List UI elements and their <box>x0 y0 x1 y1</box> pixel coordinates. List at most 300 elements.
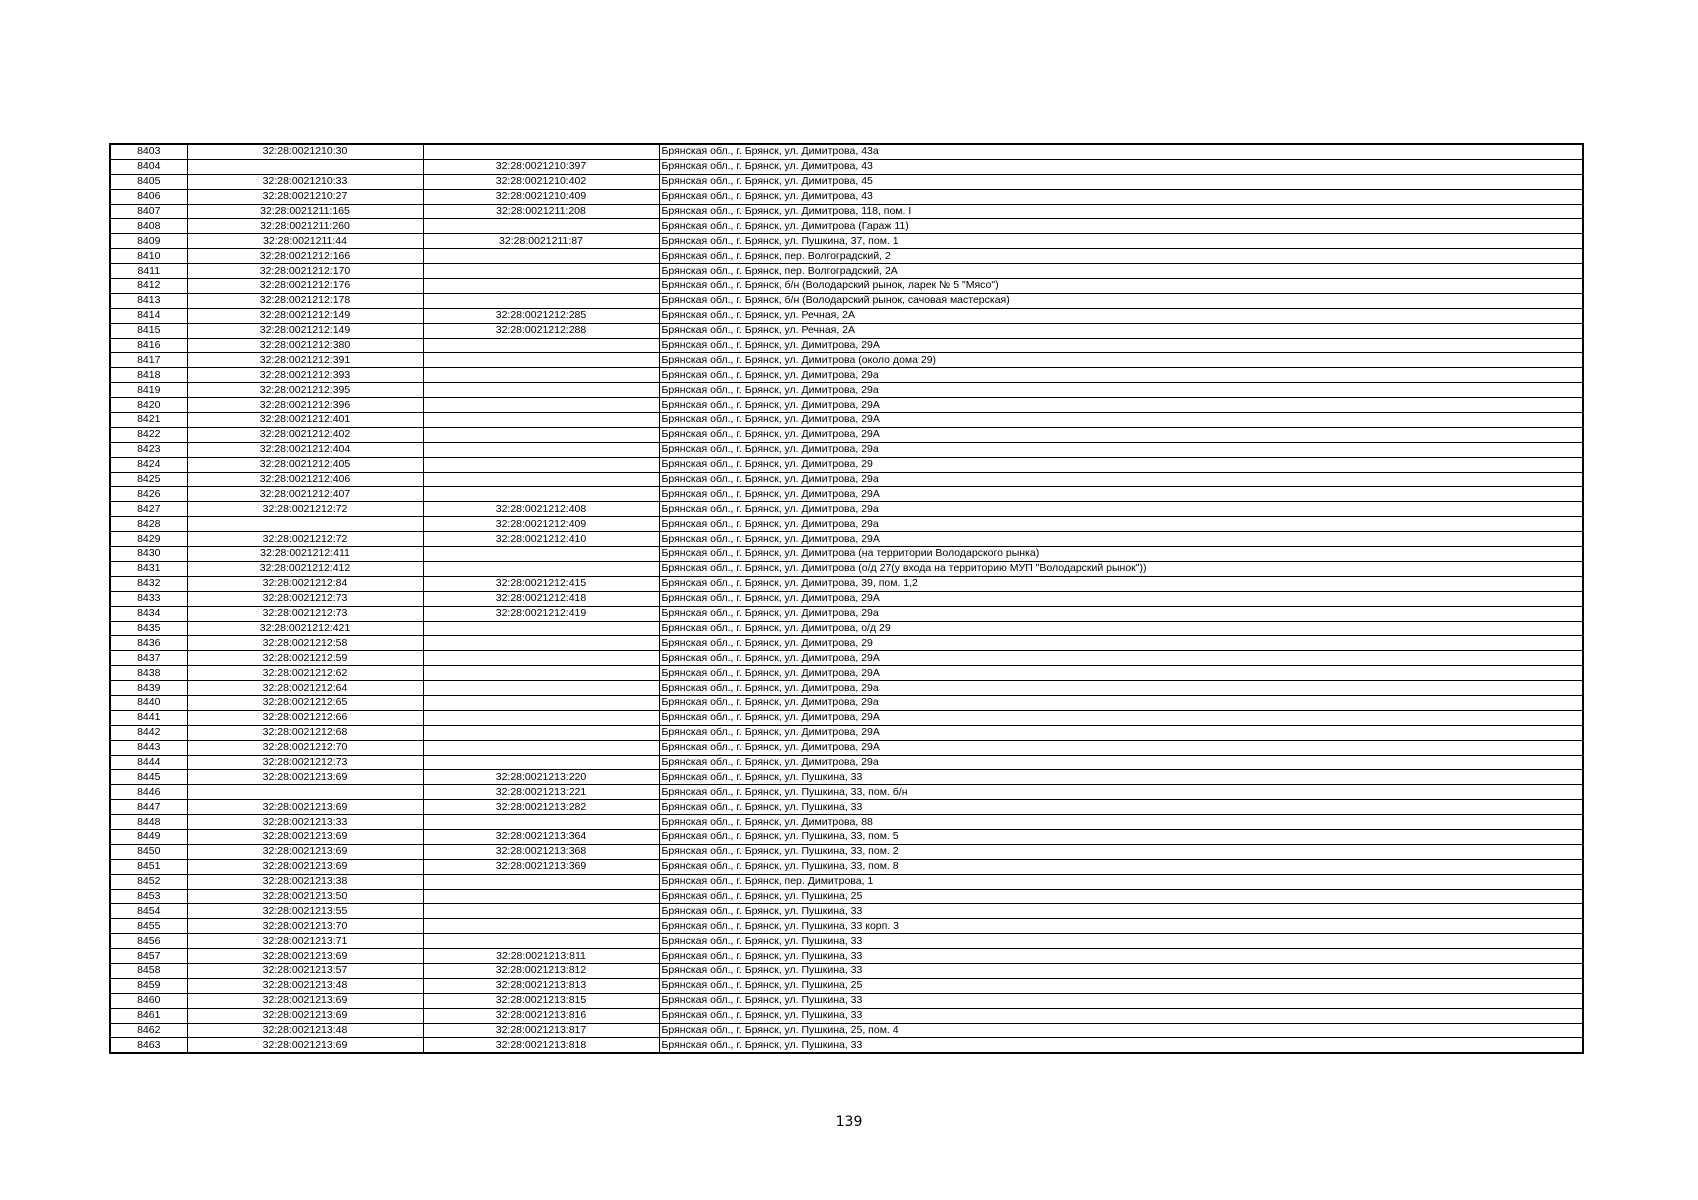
related-cadastral-number-cell <box>423 249 659 264</box>
row-number-cell: 8408 <box>110 219 187 234</box>
row-number-cell: 8415 <box>110 323 187 338</box>
row-number-cell: 8442 <box>110 725 187 740</box>
cadastral-number-cell: 32:28:0021212:58 <box>187 636 423 651</box>
related-cadastral-number-cell: 32:28:0021213:811 <box>423 949 659 964</box>
address-cell: Брянская обл., г. Брянск, ул. Димитрова, 29А <box>659 740 1583 755</box>
related-cadastral-number-cell: 32:28:0021211:87 <box>423 234 659 249</box>
table-row <box>110 770 1583 785</box>
cadastral-number-cell: 32:28:0021212:59 <box>187 651 423 666</box>
related-cadastral-number-cell <box>423 755 659 770</box>
table-row <box>110 487 1583 502</box>
table-row <box>110 204 1583 219</box>
cadastral-number-cell: 32:28:0021212:402 <box>187 427 423 442</box>
row-number-cell: 8413 <box>110 293 187 308</box>
cadastral-number-cell: 32:28:0021212:73 <box>187 591 423 606</box>
row-number-cell: 8456 <box>110 934 187 949</box>
row-number-cell: 8407 <box>110 204 187 219</box>
related-cadastral-number-cell: 32:28:0021213:369 <box>423 859 659 874</box>
cadastral-number-cell: 32:28:0021212:68 <box>187 725 423 740</box>
address-cell: Брянская обл., г. Брянск, ул. Димитрова, 29 <box>659 457 1583 472</box>
related-cadastral-number-cell <box>423 740 659 755</box>
cadastral-number-cell: 32:28:0021213:38 <box>187 874 423 889</box>
row-number-cell: 8441 <box>110 710 187 725</box>
cadastral-number-cell: 32:28:0021212:395 <box>187 383 423 398</box>
address-cell: Брянская обл., г. Брянск, ул. Пушкина, 25 <box>659 978 1583 993</box>
related-cadastral-number-cell <box>423 636 659 651</box>
row-number-cell: 8436 <box>110 636 187 651</box>
cadastral-number-cell: 32:28:0021212:84 <box>187 576 423 591</box>
related-cadastral-number-cell <box>423 368 659 383</box>
related-cadastral-number-cell <box>423 353 659 368</box>
row-number-cell: 8426 <box>110 487 187 502</box>
table-row <box>110 368 1583 383</box>
cadastral-number-cell: 32:28:0021212:64 <box>187 681 423 696</box>
address-cell: Брянская обл., г. Брянск, ул. Димитрова, 88 <box>659 815 1583 830</box>
registry-table-body <box>110 144 1583 1053</box>
row-number-cell: 8458 <box>110 963 187 978</box>
cadastral-number-cell: 32:28:0021213:71 <box>187 934 423 949</box>
cadastral-number-cell: 32:28:0021213:69 <box>187 800 423 815</box>
cadastral-number-cell: 32:28:0021210:27 <box>187 189 423 204</box>
related-cadastral-number-cell <box>423 264 659 279</box>
cadastral-number-cell: 32:28:0021213:57 <box>187 963 423 978</box>
address-cell: Брянская обл., г. Брянск, ул. Димитрова, 43 <box>659 189 1583 204</box>
related-cadastral-number-cell: 32:28:0021210:402 <box>423 174 659 189</box>
table-row <box>110 383 1583 398</box>
cadastral-number-cell: 32:28:0021212:166 <box>187 249 423 264</box>
cadastral-number-cell: 32:28:0021210:33 <box>187 174 423 189</box>
address-cell: Брянская обл., г. Брянск, ул. Димитрова, 29А <box>659 487 1583 502</box>
related-cadastral-number-cell <box>423 815 659 830</box>
row-number-cell: 8439 <box>110 681 187 696</box>
row-number-cell: 8429 <box>110 532 187 547</box>
table-row <box>110 457 1583 472</box>
address-cell: Брянская обл., г. Брянск, ул. Димитрова, 29а <box>659 695 1583 710</box>
cadastral-number-cell: 32:28:0021213:70 <box>187 919 423 934</box>
address-cell: Брянская обл., г. Брянск, ул. Димитрова, 29А <box>659 725 1583 740</box>
related-cadastral-number-cell: 32:28:0021212:285 <box>423 308 659 323</box>
row-number-cell: 8428 <box>110 517 187 532</box>
row-number-cell: 8462 <box>110 1023 187 1038</box>
table-row <box>110 323 1583 338</box>
table-row <box>110 815 1583 830</box>
related-cadastral-number-cell <box>423 427 659 442</box>
related-cadastral-number-cell: 32:28:0021212:415 <box>423 576 659 591</box>
cadastral-number-cell <box>187 517 423 532</box>
cadastral-number-cell: 32:28:0021213:69 <box>187 770 423 785</box>
table-row <box>110 636 1583 651</box>
address-cell: Брянская обл., г. Брянск, ул. Димитрова, 29А <box>659 532 1583 547</box>
cadastral-number-cell: 32:28:0021212:396 <box>187 398 423 413</box>
address-cell: Брянская обл., г. Брянск, ул. Димитрова, 29а <box>659 383 1583 398</box>
row-number-cell: 8444 <box>110 755 187 770</box>
related-cadastral-number-cell <box>423 651 659 666</box>
table-row <box>110 249 1583 264</box>
address-cell: Брянская обл., г. Брянск, б/н (Володарский рынок, сачовая мастерская) <box>659 293 1583 308</box>
cadastral-number-cell: 32:28:0021212:72 <box>187 532 423 547</box>
table-row <box>110 666 1583 681</box>
address-cell: Брянская обл., г. Брянск, ул. Димитрова, 29а <box>659 606 1583 621</box>
address-cell: Брянская обл., г. Брянск, ул. Димитрова, 29А <box>659 427 1583 442</box>
related-cadastral-number-cell <box>423 457 659 472</box>
table-row <box>110 353 1583 368</box>
related-cadastral-number-cell <box>423 472 659 487</box>
table-row <box>110 755 1583 770</box>
row-number-cell: 8438 <box>110 666 187 681</box>
table-row <box>110 338 1583 353</box>
address-cell: Брянская обл., г. Брянск, ул. Димитрова, 29А <box>659 398 1583 413</box>
related-cadastral-number-cell <box>423 383 659 398</box>
related-cadastral-number-cell: 32:28:0021213:221 <box>423 785 659 800</box>
table-row <box>110 606 1583 621</box>
table-row <box>110 681 1583 696</box>
row-number-cell: 8424 <box>110 457 187 472</box>
page-number: 139 <box>835 1114 863 1130</box>
address-cell: Брянская обл., г. Брянск, ул. Пушкина, 33 <box>659 904 1583 919</box>
address-cell: Брянская обл., г. Брянск, ул. Пушкина, 33 <box>659 1008 1583 1023</box>
address-cell: Брянская обл., г. Брянск, пер. Волгоградский, 2А <box>659 264 1583 279</box>
table-row <box>110 934 1583 949</box>
table-row <box>110 502 1583 517</box>
cadastral-number-cell: 32:28:0021213:48 <box>187 1023 423 1038</box>
row-number-cell: 8410 <box>110 249 187 264</box>
row-number-cell: 8405 <box>110 174 187 189</box>
related-cadastral-number-cell <box>423 874 659 889</box>
table-row <box>110 1023 1583 1038</box>
table-row <box>110 949 1583 964</box>
related-cadastral-number-cell <box>423 413 659 428</box>
cadastral-number-cell: 32:28:0021212:391 <box>187 353 423 368</box>
related-cadastral-number-cell: 32:28:0021213:817 <box>423 1023 659 1038</box>
cadastral-number-cell: 32:28:0021213:55 <box>187 904 423 919</box>
related-cadastral-number-cell <box>423 547 659 562</box>
row-number-cell: 8403 <box>110 144 187 159</box>
related-cadastral-number-cell <box>423 710 659 725</box>
related-cadastral-number-cell: 32:28:0021212:418 <box>423 591 659 606</box>
table-row <box>110 695 1583 710</box>
address-cell: Брянская обл., г. Брянск, ул. Димитрова, 29а <box>659 502 1583 517</box>
row-number-cell: 8411 <box>110 264 187 279</box>
related-cadastral-number-cell <box>423 904 659 919</box>
address-cell: Брянская обл., г. Брянск, ул. Пушкина, 33, пом. 2 <box>659 844 1583 859</box>
address-cell: Брянская обл., г. Брянск, ул. Димитрова, 29А <box>659 413 1583 428</box>
cadastral-number-cell: 32:28:0021212:393 <box>187 368 423 383</box>
row-number-cell: 8457 <box>110 949 187 964</box>
address-cell: Брянская обл., г. Брянск, пер. Димитрова, 1 <box>659 874 1583 889</box>
cadastral-number-cell: 32:28:0021213:69 <box>187 829 423 844</box>
address-cell: Брянская обл., г. Брянск, ул. Пушкина, 33 <box>659 993 1583 1008</box>
related-cadastral-number-cell <box>423 666 659 681</box>
address-cell: Брянская обл., г. Брянск, ул. Пушкина, 33 <box>659 770 1583 785</box>
related-cadastral-number-cell: 32:28:0021210:409 <box>423 189 659 204</box>
cadastral-number-cell: 32:28:0021213:50 <box>187 889 423 904</box>
related-cadastral-number-cell: 32:28:0021212:409 <box>423 517 659 532</box>
row-number-cell: 8447 <box>110 800 187 815</box>
table-row <box>110 993 1583 1008</box>
row-number-cell: 8419 <box>110 383 187 398</box>
related-cadastral-number-cell <box>423 695 659 710</box>
related-cadastral-number-cell: 32:28:0021213:818 <box>423 1038 659 1053</box>
address-cell: Брянская обл., г. Брянск, ул. Пушкина, 37, пом. 1 <box>659 234 1583 249</box>
cadastral-number-cell: 32:28:0021212:176 <box>187 279 423 294</box>
related-cadastral-number-cell <box>423 621 659 636</box>
row-number-cell: 8440 <box>110 695 187 710</box>
table-row <box>110 293 1583 308</box>
cadastral-number-cell: 32:28:0021212:72 <box>187 502 423 517</box>
related-cadastral-number-cell: 32:28:0021213:220 <box>423 770 659 785</box>
table-row <box>110 844 1583 859</box>
row-number-cell: 8430 <box>110 547 187 562</box>
related-cadastral-number-cell: 32:28:0021213:812 <box>423 963 659 978</box>
cadastral-number-cell: 32:28:0021213:69 <box>187 1038 423 1053</box>
related-cadastral-number-cell: 32:28:0021212:288 <box>423 323 659 338</box>
address-cell: Брянская обл., г. Брянск, б/н (Володарский рынок, ларек № 5 "Мясо") <box>659 279 1583 294</box>
address-cell: Брянская обл., г. Брянск, ул. Димитрова, 29А <box>659 651 1583 666</box>
address-cell: Брянская обл., г. Брянск, ул. Речная, 2А <box>659 308 1583 323</box>
related-cadastral-number-cell: 32:28:0021212:419 <box>423 606 659 621</box>
related-cadastral-number-cell <box>423 681 659 696</box>
cadastral-number-cell: 32:28:0021212:73 <box>187 606 423 621</box>
cadastral-number-cell: 32:28:0021213:33 <box>187 815 423 830</box>
related-cadastral-number-cell: 32:28:0021213:364 <box>423 829 659 844</box>
related-cadastral-number-cell: 32:28:0021212:408 <box>423 502 659 517</box>
related-cadastral-number-cell: 32:28:0021213:282 <box>423 800 659 815</box>
registry-table <box>109 143 1584 1054</box>
address-cell: Брянская обл., г. Брянск, ул. Димитрова, 43 <box>659 159 1583 174</box>
table-row <box>110 472 1583 487</box>
address-cell: Брянская обл., г. Брянск, ул. Димитрова, 43а <box>659 144 1583 159</box>
table-row <box>110 1008 1583 1023</box>
row-number-cell: 8425 <box>110 472 187 487</box>
address-cell: Брянская обл., г. Брянск, ул. Димитрова, 29А <box>659 666 1583 681</box>
cadastral-number-cell: 32:28:0021212:412 <box>187 561 423 576</box>
table-row <box>110 889 1583 904</box>
cadastral-number-cell: 32:28:0021213:69 <box>187 949 423 964</box>
table-row <box>110 219 1583 234</box>
related-cadastral-number-cell: 32:28:0021210:397 <box>423 159 659 174</box>
cadastral-number-cell: 32:28:0021213:69 <box>187 844 423 859</box>
cadastral-number-cell: 32:28:0021213:69 <box>187 993 423 1008</box>
address-cell: Брянская обл., г. Брянск, ул. Димитрова, 29а <box>659 472 1583 487</box>
table-row <box>110 651 1583 666</box>
row-number-cell: 8417 <box>110 353 187 368</box>
row-number-cell: 8433 <box>110 591 187 606</box>
row-number-cell: 8461 <box>110 1008 187 1023</box>
related-cadastral-number-cell <box>423 725 659 740</box>
cadastral-number-cell: 32:28:0021212:70 <box>187 740 423 755</box>
address-cell: Брянская обл., г. Брянск, ул. Димитрова, 29а <box>659 368 1583 383</box>
table-row <box>110 308 1583 323</box>
cadastral-number-cell: 32:28:0021213:48 <box>187 978 423 993</box>
table-row <box>110 576 1583 591</box>
related-cadastral-number-cell: 32:28:0021213:368 <box>423 844 659 859</box>
address-cell: Брянская обл., г. Брянск, ул. Димитрова, 29а <box>659 681 1583 696</box>
address-cell: Брянская обл., г. Брянск, ул. Димитрова, 29а <box>659 442 1583 457</box>
related-cadastral-number-cell <box>423 338 659 353</box>
row-number-cell: 8454 <box>110 904 187 919</box>
address-cell: Брянская обл., г. Брянск, ул. Пушкина, 33, пом. б/н <box>659 785 1583 800</box>
table-row <box>110 740 1583 755</box>
row-number-cell: 8432 <box>110 576 187 591</box>
table-row <box>110 1038 1583 1053</box>
table-row <box>110 144 1583 159</box>
table-row <box>110 859 1583 874</box>
row-number-cell: 8420 <box>110 398 187 413</box>
address-cell: Брянская обл., г. Брянск, ул. Димитрова (около дома 29) <box>659 353 1583 368</box>
related-cadastral-number-cell: 32:28:0021213:815 <box>423 993 659 1008</box>
cadastral-number-cell <box>187 159 423 174</box>
related-cadastral-number-cell <box>423 219 659 234</box>
cadastral-number-cell: 32:28:0021212:406 <box>187 472 423 487</box>
related-cadastral-number-cell: 32:28:0021212:410 <box>423 532 659 547</box>
related-cadastral-number-cell <box>423 293 659 308</box>
table-row <box>110 264 1583 279</box>
address-cell: Брянская обл., г. Брянск, ул. Пушкина, 33 <box>659 1038 1583 1053</box>
address-cell: Брянская обл., г. Брянск, ул. Димитрова, 45 <box>659 174 1583 189</box>
cadastral-number-cell: 32:28:0021212:66 <box>187 710 423 725</box>
address-cell: Брянская обл., г. Брянск, ул. Пушкина, 33 <box>659 800 1583 815</box>
row-number-cell: 8416 <box>110 338 187 353</box>
address-cell: Брянская обл., г. Брянск, ул. Пушкина, 33 <box>659 949 1583 964</box>
cadastral-number-cell: 32:28:0021212:65 <box>187 695 423 710</box>
address-cell: Брянская обл., г. Брянск, ул. Речная, 2А <box>659 323 1583 338</box>
row-number-cell: 8449 <box>110 829 187 844</box>
address-cell: Брянская обл., г. Брянск, ул. Пушкина, 25 <box>659 889 1583 904</box>
related-cadastral-number-cell <box>423 144 659 159</box>
address-cell: Брянская обл., г. Брянск, пер. Волгоградский, 2 <box>659 249 1583 264</box>
table-row <box>110 904 1583 919</box>
row-number-cell: 8422 <box>110 427 187 442</box>
related-cadastral-number-cell: 32:28:0021211:208 <box>423 204 659 219</box>
address-cell: Брянская обл., г. Брянск, ул. Димитрова, 29А <box>659 710 1583 725</box>
row-number-cell: 8437 <box>110 651 187 666</box>
address-cell: Брянская обл., г. Брянск, ул. Димитрова (о/д 27(у входа на территорию МУП "Володарский рынок")) <box>659 561 1583 576</box>
address-cell: Брянская обл., г. Брянск, ул. Димитрова, 29А <box>659 338 1583 353</box>
table-row <box>110 279 1583 294</box>
table-row <box>110 829 1583 844</box>
table-row <box>110 413 1583 428</box>
address-cell: Брянская обл., г. Брянск, ул. Пушкина, 33 <box>659 963 1583 978</box>
table-row <box>110 174 1583 189</box>
address-cell: Брянская обл., г. Брянск, ул. Димитрова (на территории Володарского рынка) <box>659 547 1583 562</box>
row-number-cell: 8434 <box>110 606 187 621</box>
row-number-cell: 8453 <box>110 889 187 904</box>
related-cadastral-number-cell <box>423 279 659 294</box>
related-cadastral-number-cell <box>423 398 659 413</box>
cadastral-number-cell: 32:28:0021212:405 <box>187 457 423 472</box>
row-number-cell: 8446 <box>110 785 187 800</box>
row-number-cell: 8463 <box>110 1038 187 1053</box>
cadastral-number-cell <box>187 785 423 800</box>
cadastral-number-cell: 32:28:0021211:165 <box>187 204 423 219</box>
related-cadastral-number-cell <box>423 561 659 576</box>
row-number-cell: 8460 <box>110 993 187 1008</box>
related-cadastral-number-cell <box>423 934 659 949</box>
row-number-cell: 8459 <box>110 978 187 993</box>
row-number-cell: 8423 <box>110 442 187 457</box>
address-cell: Брянская обл., г. Брянск, ул. Димитрова, 39, пом. 1,2 <box>659 576 1583 591</box>
cadastral-number-cell: 32:28:0021212:401 <box>187 413 423 428</box>
cadastral-number-cell: 32:28:0021212:178 <box>187 293 423 308</box>
row-number-cell: 8452 <box>110 874 187 889</box>
row-number-cell: 8445 <box>110 770 187 785</box>
table-row <box>110 919 1583 934</box>
cadastral-number-cell: 32:28:0021212:404 <box>187 442 423 457</box>
address-cell: Брянская обл., г. Брянск, ул. Димитрова, 118, пом. I <box>659 204 1583 219</box>
related-cadastral-number-cell <box>423 919 659 934</box>
table-row <box>110 442 1583 457</box>
table-row <box>110 978 1583 993</box>
table-row <box>110 427 1583 442</box>
related-cadastral-number-cell: 32:28:0021213:813 <box>423 978 659 993</box>
row-number-cell: 8421 <box>110 413 187 428</box>
cadastral-number-cell: 32:28:0021212:170 <box>187 264 423 279</box>
row-number-cell: 8406 <box>110 189 187 204</box>
table-row <box>110 159 1583 174</box>
cadastral-number-cell: 32:28:0021212:407 <box>187 487 423 502</box>
cadastral-number-cell: 32:28:0021212:149 <box>187 308 423 323</box>
address-cell: Брянская обл., г. Брянск, ул. Димитрова, 29А <box>659 591 1583 606</box>
table-row <box>110 874 1583 889</box>
table-row <box>110 561 1583 576</box>
cadastral-number-cell: 32:28:0021213:69 <box>187 859 423 874</box>
table-row <box>110 234 1583 249</box>
cadastral-number-cell: 32:28:0021212:411 <box>187 547 423 562</box>
row-number-cell: 8404 <box>110 159 187 174</box>
row-number-cell: 8412 <box>110 279 187 294</box>
row-number-cell: 8435 <box>110 621 187 636</box>
related-cadastral-number-cell <box>423 487 659 502</box>
cadastral-number-cell: 32:28:0021210:30 <box>187 144 423 159</box>
table-row <box>110 710 1583 725</box>
row-number-cell: 8443 <box>110 740 187 755</box>
cadastral-number-cell: 32:28:0021212:62 <box>187 666 423 681</box>
address-cell: Брянская обл., г. Брянск, ул. Димитрова (Гараж 11) <box>659 219 1583 234</box>
cadastral-number-cell: 32:28:0021213:69 <box>187 1008 423 1023</box>
table-row <box>110 800 1583 815</box>
cadastral-number-cell: 32:28:0021212:380 <box>187 338 423 353</box>
address-cell: Брянская обл., г. Брянск, ул. Димитрова, 29 <box>659 636 1583 651</box>
row-number-cell: 8409 <box>110 234 187 249</box>
address-cell: Брянская обл., г. Брянск, ул. Пушкина, 33 <box>659 934 1583 949</box>
cadastral-number-cell: 32:28:0021212:73 <box>187 755 423 770</box>
cadastral-number-cell: 32:28:0021211:44 <box>187 234 423 249</box>
cadastral-number-cell: 32:28:0021212:421 <box>187 621 423 636</box>
cadastral-number-cell: 32:28:0021212:149 <box>187 323 423 338</box>
cadastral-number-cell: 32:28:0021211:260 <box>187 219 423 234</box>
row-number-cell: 8418 <box>110 368 187 383</box>
table-row <box>110 725 1583 740</box>
row-number-cell: 8431 <box>110 561 187 576</box>
row-number-cell: 8414 <box>110 308 187 323</box>
table-row <box>110 785 1583 800</box>
address-cell: Брянская обл., г. Брянск, ул. Пушкина, 33, пом. 5 <box>659 829 1583 844</box>
table-row <box>110 547 1583 562</box>
related-cadastral-number-cell: 32:28:0021213:816 <box>423 1008 659 1023</box>
related-cadastral-number-cell <box>423 889 659 904</box>
row-number-cell: 8427 <box>110 502 187 517</box>
address-cell: Брянская обл., г. Брянск, ул. Димитрова, 29а <box>659 517 1583 532</box>
address-cell: Брянская обл., г. Брянск, ул. Пушкина, 33 корп. 3 <box>659 919 1583 934</box>
table-row <box>110 591 1583 606</box>
related-cadastral-number-cell <box>423 442 659 457</box>
row-number-cell: 8455 <box>110 919 187 934</box>
table-row <box>110 532 1583 547</box>
address-cell: Брянская обл., г. Брянск, ул. Пушкина, 25, пом. 4 <box>659 1023 1583 1038</box>
table-row <box>110 621 1583 636</box>
row-number-cell: 8450 <box>110 844 187 859</box>
table-row <box>110 189 1583 204</box>
